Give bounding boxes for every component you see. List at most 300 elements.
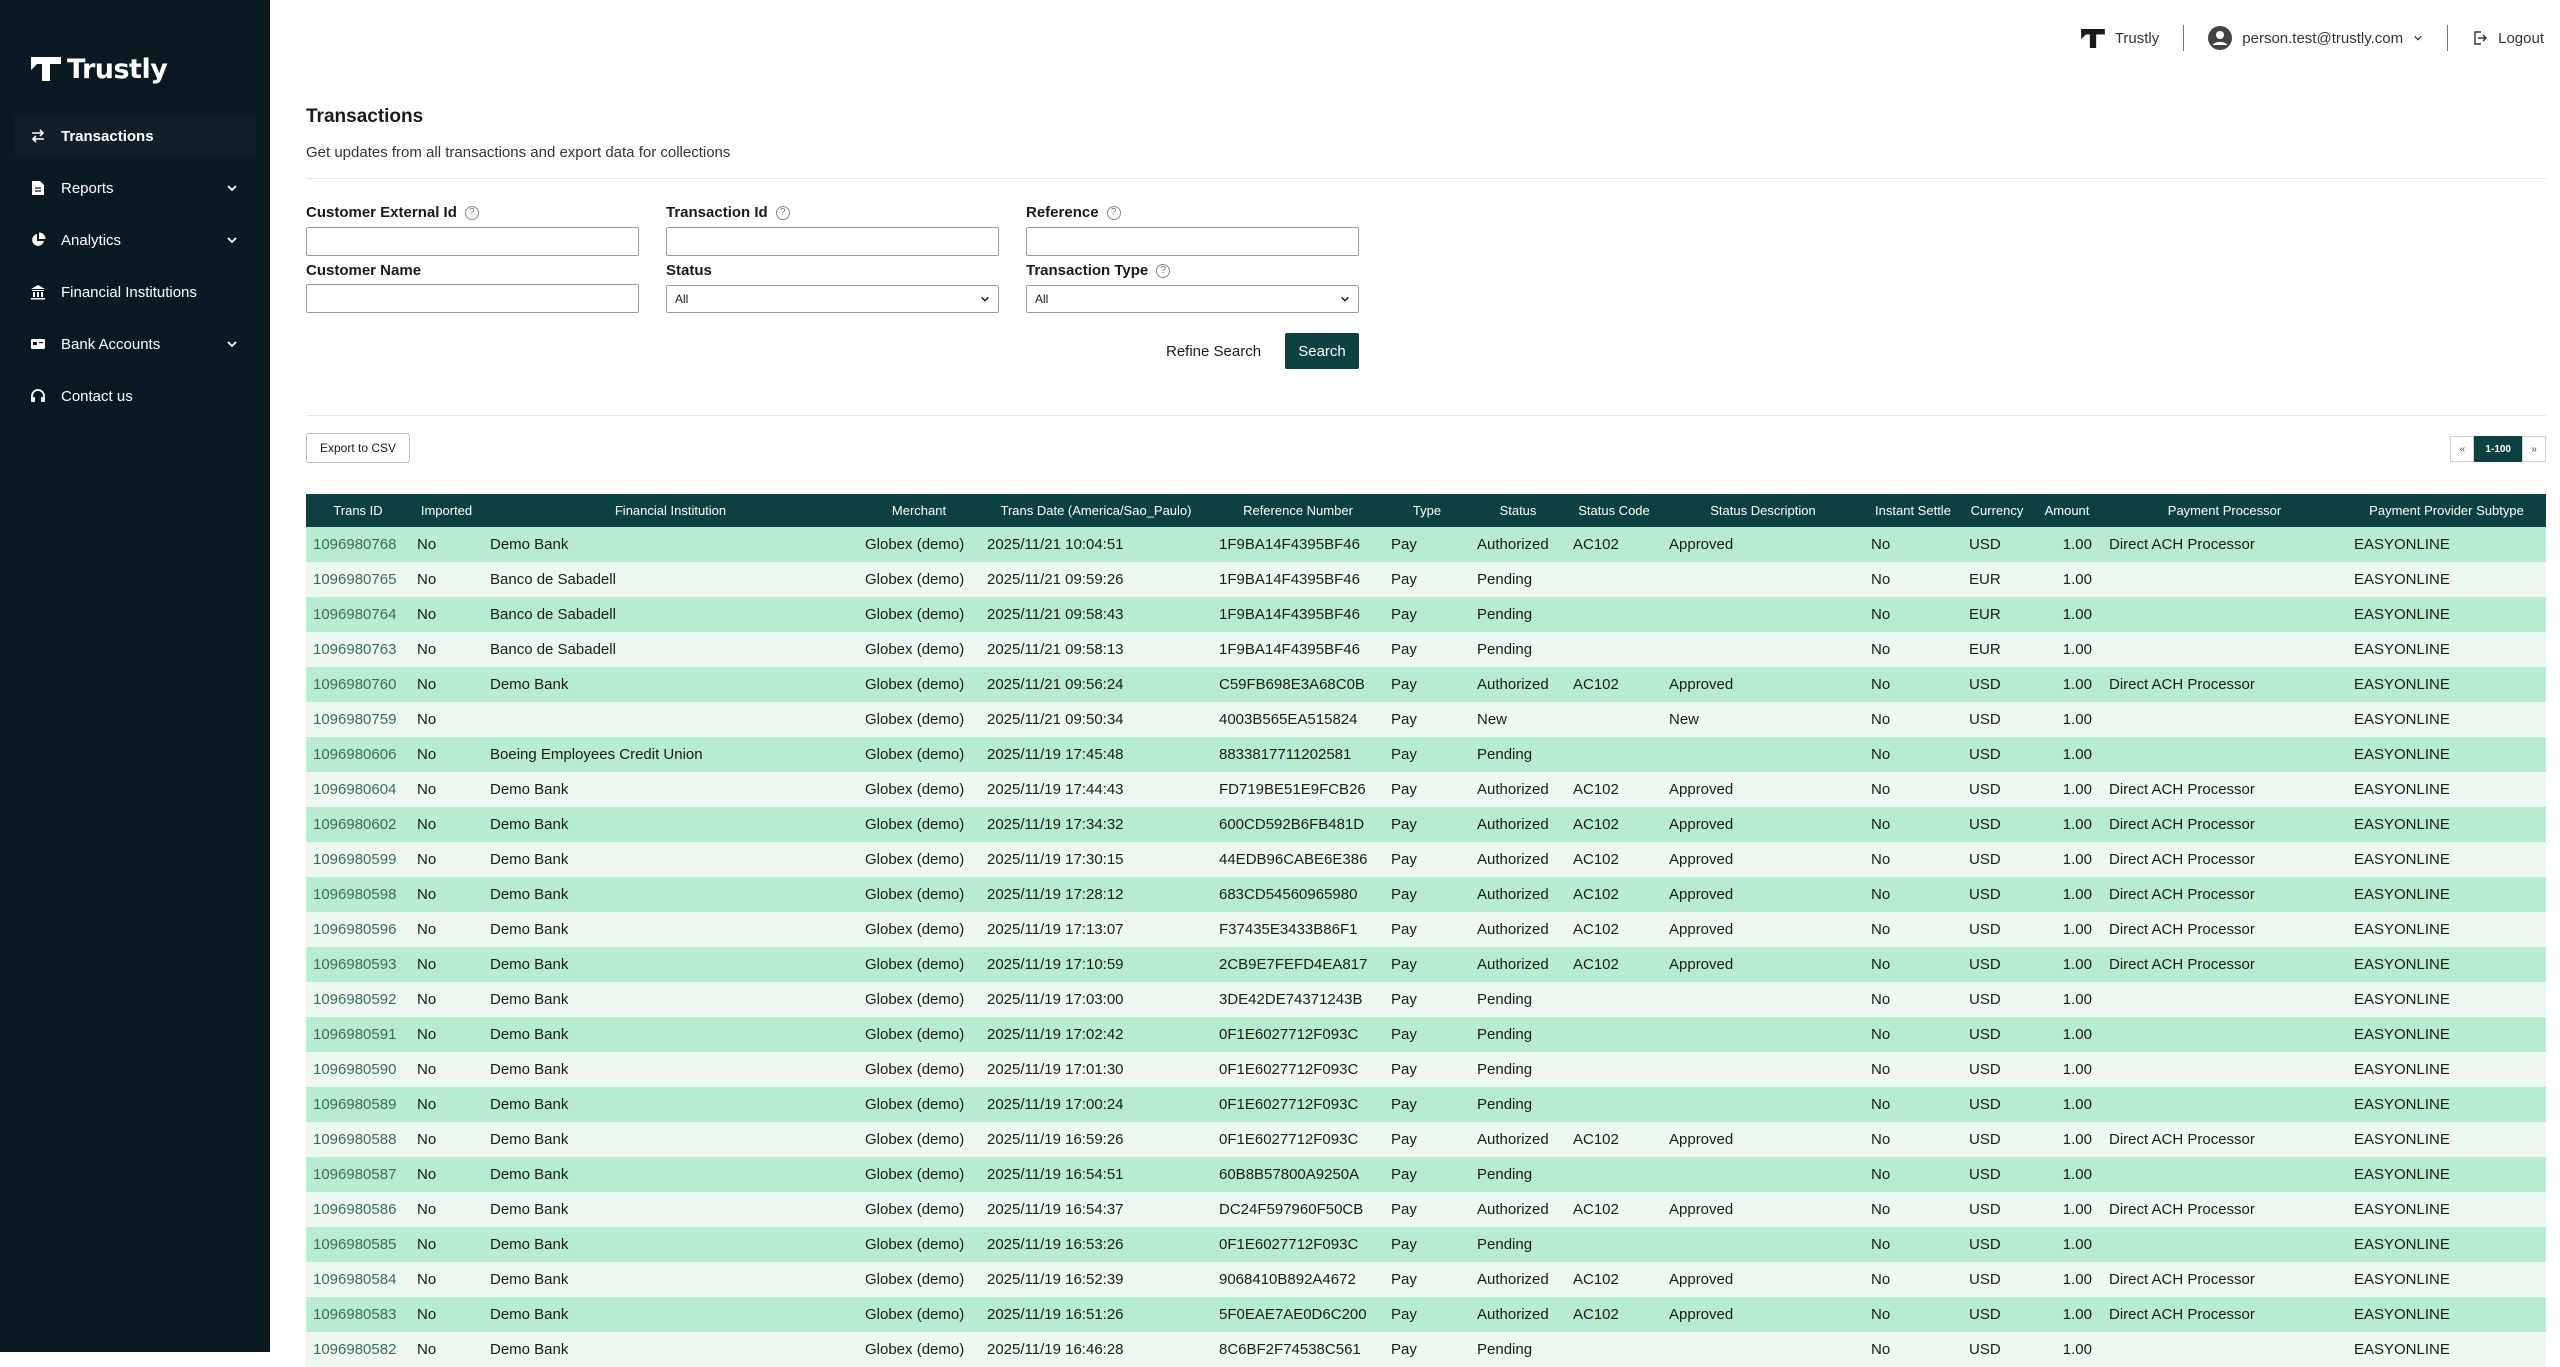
cell-trans-id[interactable]: 1096980592 (313, 991, 397, 1008)
cell-trans-id[interactable]: 1096980764 (313, 606, 397, 623)
logout-icon (2472, 30, 2488, 46)
cell-trans-id[interactable]: 1096980588 (313, 1131, 397, 1148)
user-email: person.test@trustly.com (2242, 29, 2404, 47)
cell-type: Pay (1391, 571, 1417, 588)
pager-next-button[interactable]: » (2522, 436, 2546, 462)
cell-reference-number: 8833817711202581 (1219, 746, 1352, 763)
cell-payment-processor: Direct ACH Processor (2109, 781, 2255, 798)
cell-payment-provider-subtype: EASYONLINE (2354, 746, 2450, 763)
chevron-down-icon (2413, 33, 2423, 43)
pager-prev-button[interactable]: « (2450, 436, 2474, 462)
cell-imported: No (417, 886, 437, 903)
cell-currency: USD (1969, 991, 2001, 1008)
cell-trans-id[interactable]: 1096980583 (313, 1306, 397, 1323)
table-row[interactable] (306, 1157, 2546, 1192)
customer-name-input[interactable] (306, 284, 639, 313)
cell-financial-institution: Demo Bank (490, 1026, 569, 1043)
column-header-payment-processor[interactable]: Payment Processor (2167, 503, 2282, 518)
cell-merchant: Globex (demo) (865, 1201, 965, 1218)
cell-imported: No (417, 676, 437, 693)
customer-external-id-label (306, 204, 479, 221)
sidebar-item-label: Reports (61, 179, 114, 197)
cell-reference-number: F37435E3433B86F1 (1219, 921, 1358, 938)
cell-amount: 1.00 (2062, 991, 2092, 1008)
cell-trans-id[interactable]: 1096980585 (313, 1236, 397, 1253)
cell-type: Pay (1391, 816, 1417, 833)
trustly-logo[interactable] (31, 53, 167, 85)
cell-trans-id[interactable]: 1096980590 (313, 1061, 397, 1078)
table-row[interactable] (306, 1122, 2546, 1157)
chevron-down-icon (1340, 294, 1350, 304)
cell-imported: No (417, 956, 437, 973)
cell-payment-provider-subtype: EASYONLINE (2354, 1061, 2450, 1078)
cell-status: Pending (1477, 746, 1533, 763)
cell-reference-number: 8C6BF2F74538C561 (1219, 1341, 1361, 1358)
cell-status-description: Approved (1669, 676, 1734, 693)
cell-trans-id[interactable]: 1096980591 (313, 1026, 397, 1043)
cell-type: Pay (1391, 1026, 1417, 1043)
cell-status: Pending (1477, 1061, 1533, 1078)
cell-payment-processor: Direct ACH Processor (2109, 1271, 2255, 1288)
cell-imported: No (417, 606, 437, 623)
cell-trans-id[interactable]: 1096980602 (313, 816, 397, 833)
cell-trans-id[interactable]: 1096980593 (313, 956, 397, 973)
reference-input[interactable] (1026, 227, 1359, 256)
cell-instant-settle: No (1871, 1201, 1891, 1218)
logout-button[interactable] (2448, 23, 2544, 53)
cell-status-description: Approved (1669, 886, 1734, 903)
cell-currency: USD (1969, 1271, 2001, 1288)
cell-reference-number: 600CD592B6FB481D (1219, 816, 1365, 833)
cell-trans-id[interactable]: 1096980759 (313, 711, 397, 728)
cell-instant-settle: No (1871, 571, 1891, 588)
sidebar-item-transactions[interactable] (14, 115, 256, 157)
cell-status-code: AC102 (1573, 956, 1619, 973)
cell-financial-institution: Demo Bank (490, 921, 569, 938)
cell-amount: 1.00 (2062, 641, 2092, 658)
cell-instant-settle: No (1871, 991, 1891, 1008)
cell-instant-settle: No (1871, 536, 1891, 553)
cell-trans-id[interactable]: 1096980599 (313, 851, 397, 868)
help-icon[interactable]: ? (465, 206, 479, 220)
column-header-trans-date[interactable]: Trans Date (America/Sao_Paulo) (1000, 503, 1192, 518)
cell-imported: No (417, 1061, 437, 1078)
cell-reference-number: 44EDB96CABE6E386 (1219, 851, 1368, 868)
cell-trans-date: 2025/11/19 17:10:59 (987, 956, 1124, 973)
cell-amount: 1.00 (2062, 1131, 2092, 1148)
cell-merchant: Globex (demo) (865, 1166, 965, 1183)
table-body (306, 527, 2546, 1367)
cell-reference-number: 1F9BA14F4395BF46 (1219, 606, 1360, 623)
table-row[interactable] (306, 1262, 2546, 1297)
trustly-mark-icon (2081, 29, 2105, 48)
transaction-type-select[interactable] (1026, 285, 1359, 313)
sidebar-item-analytics[interactable] (0, 214, 270, 266)
cell-reference-number: 0F1E6027712F093C (1219, 1096, 1359, 1113)
cell-imported: No (417, 1271, 437, 1288)
cell-merchant: Globex (demo) (865, 536, 965, 553)
cell-trans-id[interactable]: 1096980768 (313, 536, 397, 553)
cell-trans-id[interactable]: 1096980604 (313, 781, 397, 798)
table-row[interactable] (306, 1332, 2546, 1367)
cell-amount: 1.00 (2062, 606, 2092, 623)
cell-payment-provider-subtype: EASYONLINE (2354, 851, 2450, 868)
cell-trans-id[interactable]: 1096980584 (313, 1271, 397, 1288)
help-icon[interactable]: ? (1156, 264, 1170, 278)
column-header-status-description[interactable]: Status Description (1710, 503, 1816, 518)
table-row[interactable] (306, 947, 2546, 982)
column-header-payment-provider-subtype[interactable]: Payment Provider Subtype (2369, 503, 2524, 518)
cell-trans-id[interactable]: 1096980598 (313, 886, 397, 903)
cell-payment-provider-subtype: EASYONLINE (2354, 1166, 2450, 1183)
table-row[interactable] (306, 667, 2546, 702)
cell-merchant: Globex (demo) (865, 991, 965, 1008)
cell-type: Pay (1391, 641, 1417, 658)
cell-status: Authorized (1477, 851, 1549, 868)
pager-current-page[interactable]: 1-100 (2474, 436, 2522, 462)
cell-type: Pay (1391, 536, 1417, 553)
user-menu[interactable] (2184, 23, 2447, 53)
cell-reference-number: 683CD54560965980 (1219, 886, 1358, 903)
table-row[interactable] (306, 807, 2546, 842)
cell-amount: 1.00 (2062, 1201, 2092, 1218)
cell-currency: USD (1969, 816, 2001, 833)
cell-trans-date: 2025/11/19 17:45:48 (987, 746, 1124, 763)
cell-payment-provider-subtype: EASYONLINE (2354, 676, 2450, 693)
cell-payment-provider-subtype: EASYONLINE (2354, 816, 2450, 833)
cell-merchant: Globex (demo) (865, 711, 965, 728)
cell-payment-processor: Direct ACH Processor (2109, 921, 2255, 938)
cell-currency: USD (1969, 1306, 2001, 1323)
cell-financial-institution: Demo Bank (490, 1131, 569, 1148)
cell-instant-settle: No (1871, 1026, 1891, 1043)
cell-status-description: Approved (1669, 536, 1734, 553)
cell-trans-id[interactable]: 1096980763 (313, 641, 397, 658)
cell-status: Pending (1477, 571, 1533, 588)
cell-instant-settle: No (1871, 1166, 1891, 1183)
cell-type: Pay (1391, 1341, 1417, 1358)
pie-chart-icon (29, 231, 47, 249)
transaction-id-label (666, 204, 790, 221)
cell-reference-number: 0F1E6027712F093C (1219, 1131, 1359, 1148)
cell-imported: No (417, 1166, 437, 1183)
cell-status: Pending (1477, 606, 1533, 623)
cell-type: Pay (1391, 1201, 1417, 1218)
cell-trans-id[interactable]: 1096980586 (313, 1201, 397, 1218)
cell-status: Authorized (1477, 536, 1549, 553)
cell-instant-settle: No (1871, 886, 1891, 903)
cell-amount: 1.00 (2062, 1236, 2092, 1253)
status-label (666, 262, 712, 279)
chevron-down-icon (226, 182, 238, 194)
cell-imported: No (417, 1026, 437, 1043)
table-row[interactable] (306, 597, 2546, 632)
label-text: Transaction Type (1026, 262, 1149, 279)
cell-amount: 1.00 (2062, 816, 2092, 833)
cell-trans-date: 2025/11/21 09:58:13 (987, 641, 1124, 658)
cell-status: Pending (1477, 991, 1533, 1008)
table-row[interactable] (306, 562, 2546, 597)
sidebar-item-label: Financial Institutions (61, 283, 197, 301)
table-row[interactable] (306, 1017, 2546, 1052)
column-header-status[interactable]: Status (1499, 503, 1537, 518)
cell-instant-settle: No (1871, 1061, 1891, 1078)
cell-merchant: Globex (demo) (865, 606, 965, 623)
label-text: Status (666, 262, 712, 279)
cell-trans-id[interactable]: 1096980765 (313, 571, 397, 588)
cell-amount: 1.00 (2062, 1026, 2092, 1043)
label-text: Transaction Id (666, 204, 768, 221)
cell-reference-number: DC24F597960F50CB (1219, 1201, 1364, 1218)
cell-payment-provider-subtype: EASYONLINE (2354, 711, 2450, 728)
cell-instant-settle: No (1871, 781, 1891, 798)
cell-reference-number: 0F1E6027712F093C (1219, 1236, 1359, 1253)
section-divider (306, 178, 2546, 179)
cell-payment-processor: Direct ACH Processor (2109, 676, 2255, 693)
page-subtitle: Get updates from all transactions and export data for collections (306, 144, 731, 161)
table-row[interactable] (306, 772, 2546, 807)
cell-financial-institution: Demo Bank (490, 1271, 569, 1288)
label-text: Reference (1026, 204, 1099, 221)
cell-financial-institution: Demo Bank (490, 1061, 569, 1078)
sidebar-item-label: Transactions (61, 127, 154, 145)
trustly-mark-icon (31, 57, 61, 81)
cell-payment-provider-subtype: EASYONLINE (2354, 536, 2450, 553)
cell-status: New (1477, 711, 1508, 728)
cell-type: Pay (1391, 1306, 1417, 1323)
column-header-status-code[interactable]: Status Code (1578, 503, 1650, 518)
cell-trans-date: 2025/11/19 17:44:43 (987, 781, 1124, 798)
cell-financial-institution: Demo Bank (490, 991, 569, 1008)
cell-type: Pay (1391, 1096, 1417, 1113)
cell-financial-institution: Banco de Sabadell (490, 571, 616, 588)
cell-payment-processor: Direct ACH Processor (2109, 1201, 2255, 1218)
sidebar-item-label: Contact us (61, 387, 133, 405)
cell-merchant: Globex (demo) (865, 886, 965, 903)
export-csv-button[interactable]: Export to CSV (306, 433, 410, 463)
cell-trans-id[interactable]: 1096980606 (313, 746, 397, 763)
sidebar-item-contact-us[interactable] (0, 370, 270, 422)
cell-status-description: Approved (1669, 781, 1734, 798)
transactions-table (306, 494, 2546, 1367)
status-select[interactable] (666, 285, 999, 313)
cell-trans-date: 2025/11/21 09:56:24 (987, 676, 1124, 693)
cell-status: Pending (1477, 1341, 1533, 1358)
cell-reference-number: 60B8B57800A9250A (1219, 1166, 1360, 1183)
cell-trans-id[interactable]: 1096980587 (313, 1166, 397, 1183)
cell-merchant: Globex (demo) (865, 1236, 965, 1253)
cell-amount: 1.00 (2062, 571, 2092, 588)
cell-status: Authorized (1477, 1131, 1549, 1148)
brand-link[interactable] (2057, 23, 2183, 53)
pagination (2450, 436, 2546, 462)
cell-status-description: Approved (1669, 956, 1734, 973)
column-header-financial-institution[interactable]: Financial Institution (614, 503, 727, 518)
cell-status: Authorized (1477, 676, 1549, 693)
cell-trans-id[interactable]: 1096980582 (313, 1341, 397, 1358)
column-header-imported[interactable]: Imported (420, 503, 473, 518)
table-row[interactable] (306, 1227, 2546, 1262)
cell-financial-institution: Demo Bank (490, 886, 569, 903)
cell-currency: EUR (1969, 641, 2001, 658)
cell-currency: USD (1969, 1026, 2001, 1043)
cell-imported: No (417, 571, 437, 588)
cell-payment-processor: Direct ACH Processor (2109, 536, 2255, 553)
cell-payment-provider-subtype: EASYONLINE (2354, 1026, 2450, 1043)
cell-trans-id[interactable]: 1096980596 (313, 921, 397, 938)
cell-payment-provider-subtype: EASYONLINE (2354, 781, 2450, 798)
table-row[interactable] (306, 877, 2546, 912)
customer-external-id-input[interactable] (306, 227, 639, 256)
cell-merchant: Globex (demo) (865, 1061, 965, 1078)
cell-financial-institution: Demo Bank (490, 956, 569, 973)
cell-currency: USD (1969, 1061, 2001, 1078)
cell-financial-institution: Demo Bank (490, 1166, 569, 1183)
cell-currency: USD (1969, 746, 2001, 763)
cell-payment-provider-subtype: EASYONLINE (2354, 606, 2450, 623)
cell-status: Authorized (1477, 886, 1549, 903)
cell-merchant: Globex (demo) (865, 816, 965, 833)
cell-amount: 1.00 (2062, 536, 2092, 553)
cell-imported: No (417, 1236, 437, 1253)
help-icon[interactable]: ? (776, 206, 790, 220)
cell-instant-settle: No (1871, 956, 1891, 973)
cell-trans-id[interactable]: 1096980589 (313, 1096, 397, 1113)
customer-name-label (306, 262, 421, 279)
cell-trans-date: 2025/11/19 16:59:26 (987, 1131, 1124, 1148)
cell-currency: USD (1969, 921, 2001, 938)
cell-reference-number: 1F9BA14F4395BF46 (1219, 641, 1360, 658)
table-row[interactable] (306, 1297, 2546, 1332)
cell-type: Pay (1391, 956, 1417, 973)
refine-search-button[interactable]: Refine Search (1166, 342, 1262, 360)
cell-payment-provider-subtype: EASYONLINE (2354, 921, 2450, 938)
cell-type: Pay (1391, 606, 1417, 623)
cell-status-description: New (1669, 711, 1700, 728)
cell-type: Pay (1391, 921, 1417, 938)
column-header-reference-number[interactable]: Reference Number (1243, 503, 1353, 518)
cell-currency: USD (1969, 956, 2001, 973)
cell-amount: 1.00 (2062, 1061, 2092, 1078)
cell-merchant: Globex (demo) (865, 1131, 965, 1148)
cell-currency: USD (1969, 1166, 2001, 1183)
cell-payment-processor: Direct ACH Processor (2109, 956, 2255, 973)
column-header-instant-settle[interactable]: Instant Settle (1875, 503, 1951, 518)
cell-instant-settle: No (1871, 1341, 1891, 1358)
cell-currency: USD (1969, 851, 2001, 868)
cell-payment-provider-subtype: EASYONLINE (2354, 641, 2450, 658)
user-avatar-icon (2208, 26, 2232, 50)
cell-status-code: AC102 (1573, 1131, 1619, 1148)
chevron-down-icon (980, 294, 990, 304)
cell-merchant: Globex (demo) (865, 851, 965, 868)
sidebar (0, 0, 270, 1352)
cell-financial-institution: Banco de Sabadell (490, 641, 616, 658)
cell-currency: USD (1969, 781, 2001, 798)
cell-trans-date: 2025/11/21 10:04:51 (987, 536, 1124, 553)
cell-trans-date: 2025/11/19 16:54:37 (987, 1201, 1124, 1218)
headset-icon (29, 387, 47, 405)
search-button[interactable]: Search (1285, 333, 1359, 369)
column-header-amount[interactable]: Amount (2044, 503, 2090, 518)
cell-reference-number: 3DE42DE74371243B (1219, 991, 1363, 1008)
sidebar-item-reports[interactable] (0, 162, 270, 214)
cell-financial-institution: Demo Bank (490, 781, 569, 798)
cell-amount: 1.00 (2062, 1096, 2092, 1113)
table-row[interactable] (306, 1052, 2546, 1087)
cell-imported: No (417, 1131, 437, 1148)
cell-instant-settle: No (1871, 921, 1891, 938)
cell-status-description: Approved (1669, 1201, 1734, 1218)
cell-reference-number: C59FB698E3A68C0B (1219, 676, 1365, 693)
table-row[interactable] (306, 842, 2546, 877)
cell-currency: USD (1969, 1201, 2001, 1218)
cell-currency: USD (1969, 1236, 2001, 1253)
cell-payment-provider-subtype: EASYONLINE (2354, 1131, 2450, 1148)
help-icon[interactable]: ? (1107, 206, 1121, 220)
cell-status: Authorized (1477, 781, 1549, 798)
table-row[interactable] (306, 632, 2546, 667)
column-header-currency[interactable]: Currency (1970, 503, 2024, 518)
cell-payment-processor: Direct ACH Processor (2109, 1131, 2255, 1148)
cell-trans-date: 2025/11/19 17:01:30 (987, 1061, 1124, 1078)
label-text: Customer Name (306, 262, 422, 279)
status-select-value: All (675, 292, 689, 306)
cell-trans-date: 2025/11/19 16:46:28 (987, 1341, 1124, 1358)
column-header-trans-id[interactable]: Trans ID (333, 503, 383, 518)
sidebar-nav (0, 110, 270, 422)
sidebar-item-financial-institutions[interactable] (0, 266, 270, 318)
cell-payment-provider-subtype: EASYONLINE (2354, 886, 2450, 903)
cell-trans-id[interactable]: 1096980760 (313, 676, 397, 693)
cell-amount: 1.00 (2062, 956, 2092, 973)
swap-arrows-icon (29, 127, 47, 145)
sidebar-item-bank-accounts[interactable] (0, 318, 270, 370)
cell-status: Authorized (1477, 956, 1549, 973)
cell-amount: 1.00 (2062, 781, 2092, 798)
table-row[interactable] (306, 982, 2546, 1017)
column-header-merchant[interactable]: Merchant (891, 503, 947, 518)
cell-payment-provider-subtype: EASYONLINE (2354, 1306, 2450, 1323)
cell-status-description: Approved (1669, 1271, 1734, 1288)
cell-reference-number: 0F1E6027712F093C (1219, 1026, 1359, 1043)
section-divider (306, 415, 2546, 416)
cell-financial-institution: Demo Bank (490, 851, 569, 868)
cell-trans-date: 2025/11/19 17:02:42 (987, 1026, 1124, 1043)
table-row[interactable] (306, 1087, 2546, 1122)
cell-payment-provider-subtype: EASYONLINE (2354, 956, 2450, 973)
cell-type: Pay (1391, 711, 1417, 728)
cell-status-code: AC102 (1573, 886, 1619, 903)
cell-instant-settle: No (1871, 711, 1891, 728)
cell-currency: USD (1969, 676, 2001, 693)
cell-reference-number: 1F9BA14F4395BF46 (1219, 536, 1360, 553)
cell-payment-processor: Direct ACH Processor (2109, 886, 2255, 903)
table-row[interactable] (306, 1192, 2546, 1227)
cell-trans-date: 2025/11/19 16:53:26 (987, 1236, 1124, 1253)
table-row[interactable] (306, 737, 2546, 772)
table-row[interactable] (306, 702, 2546, 737)
cell-status: Authorized (1477, 816, 1549, 833)
cell-status-code: AC102 (1573, 676, 1619, 693)
transaction-id-input[interactable] (666, 227, 999, 256)
sidebar-item-label: Bank Accounts (61, 335, 161, 353)
table-row[interactable] (306, 912, 2546, 947)
table-row[interactable] (306, 527, 2546, 562)
cell-currency: USD (1969, 536, 2001, 553)
logout-label: Logout (2498, 29, 2544, 47)
column-header-type[interactable]: Type (1412, 503, 1442, 518)
